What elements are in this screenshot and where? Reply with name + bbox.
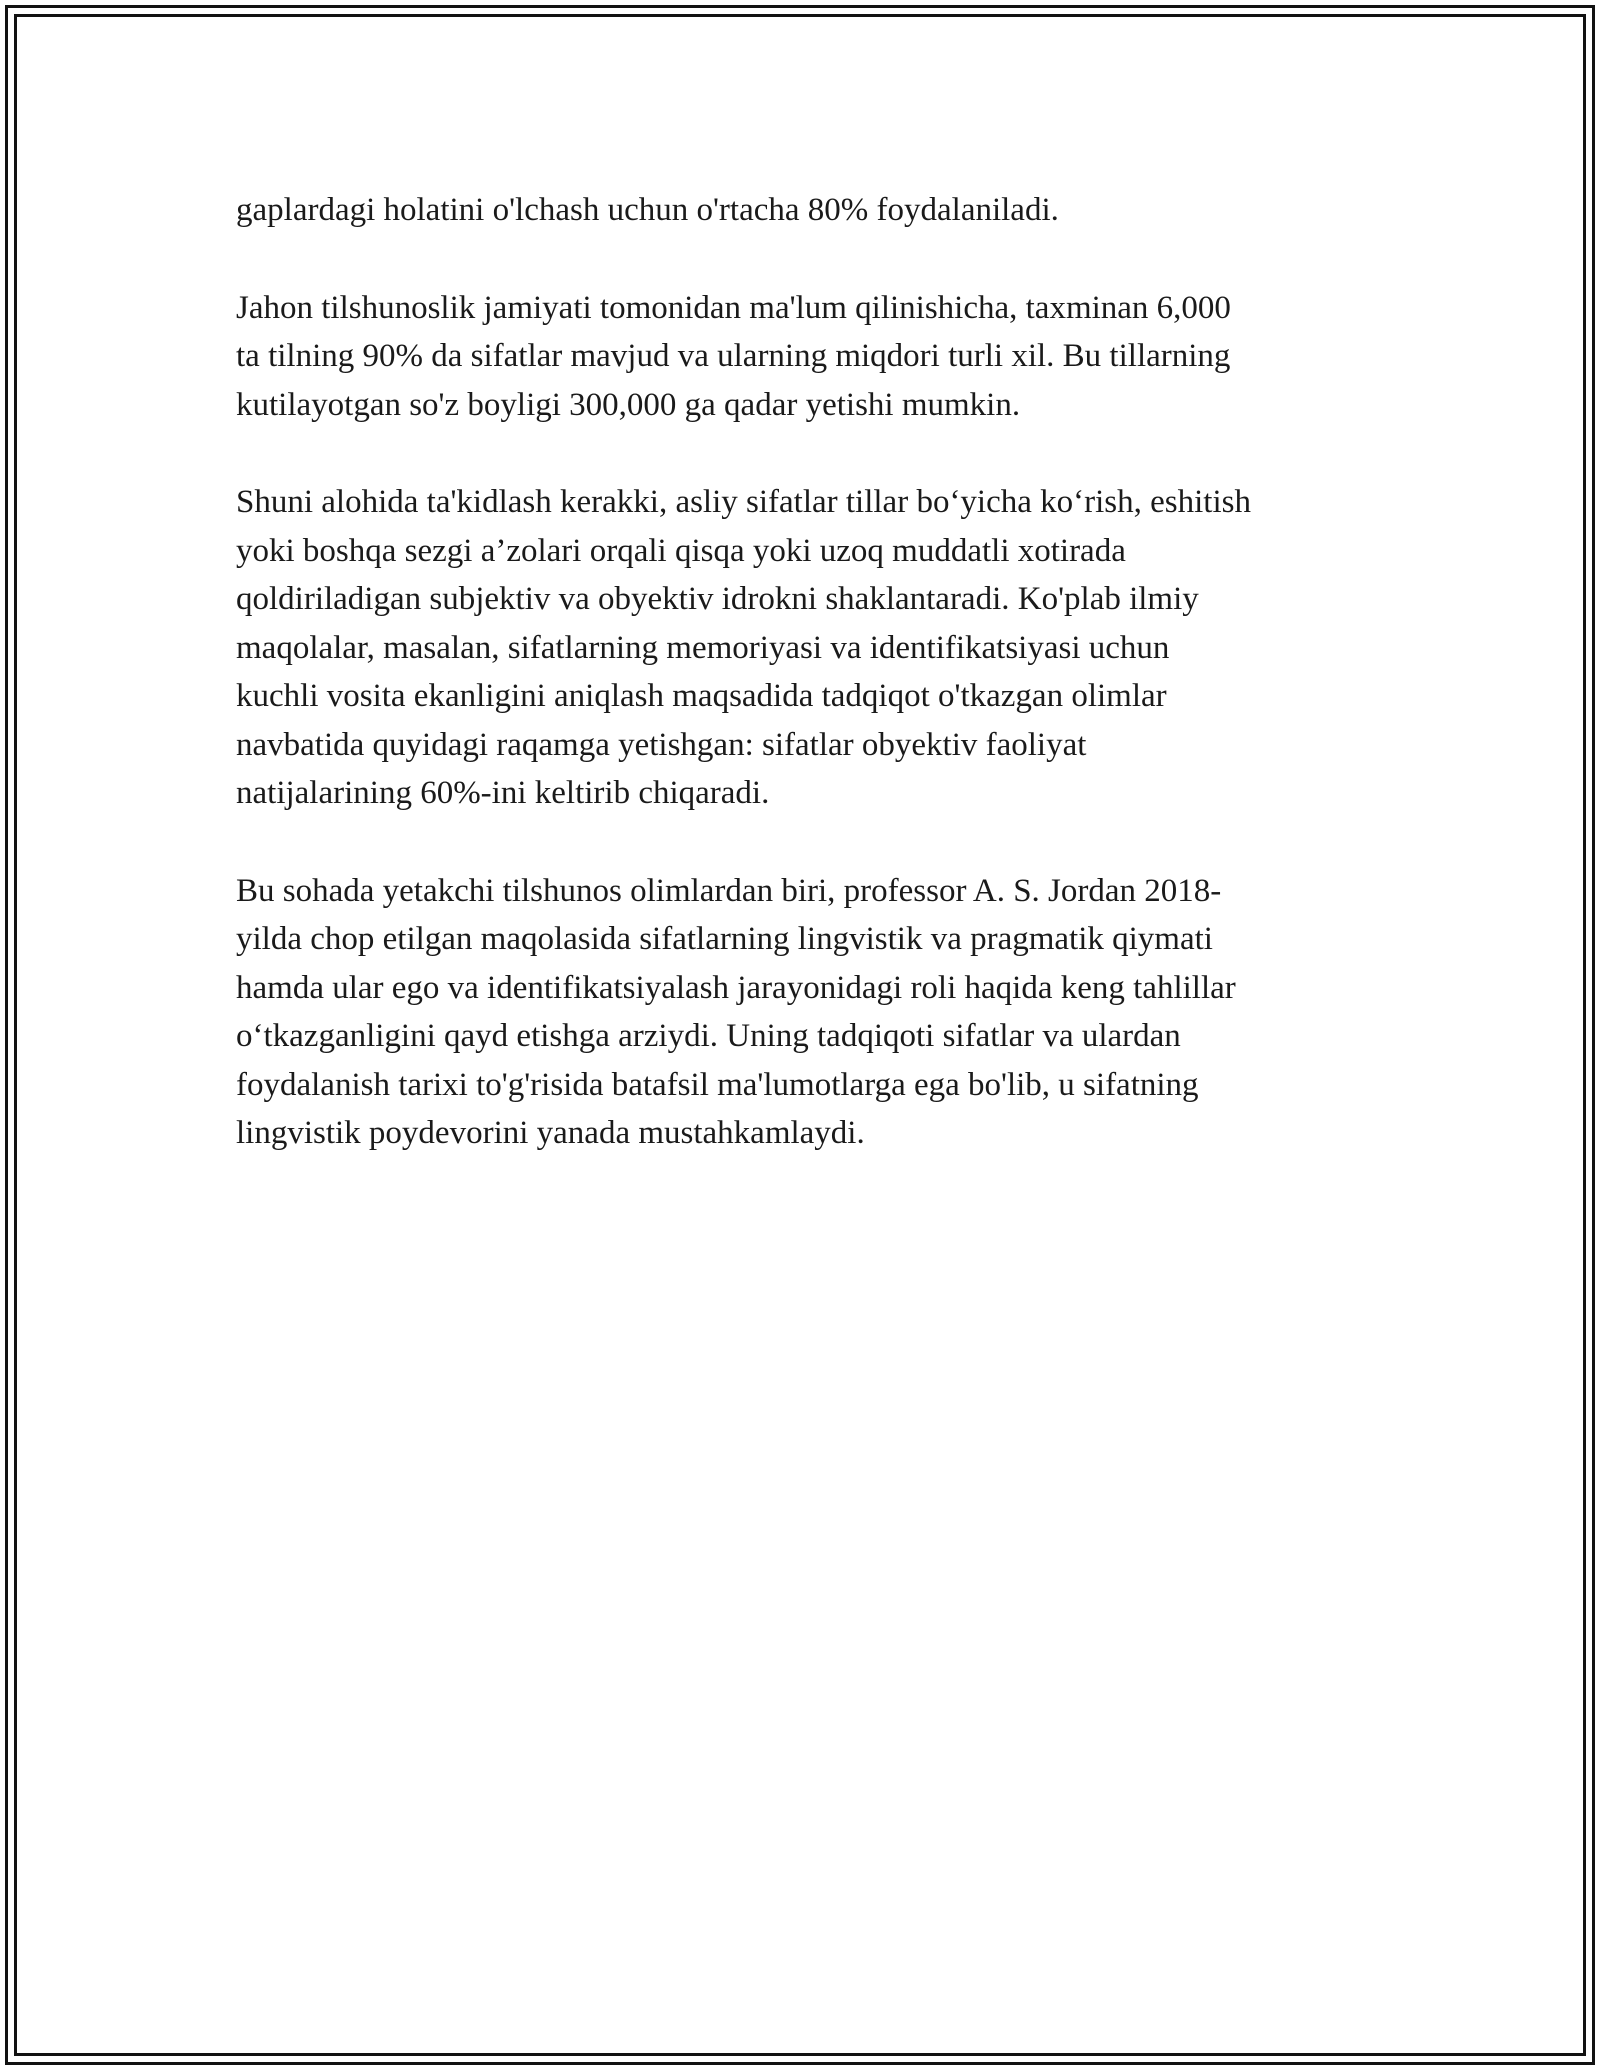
- document-body: [236, 186, 1396, 1207]
- paragraph-4: Bu sohada yetakchi tilshunos olimlardan biri, professor A. S. Jordan 2018- yilda chop etilgan maqolasida sifatlarning lingvistik va pragmatik qiymati hamda ular ego va identifikatsiyalash jarayonidagi roli haqida keng tahlillar o‘tkazganligini qayd etishga arziydi. Uning tadqiqoti sifatlar va ulardan foydalanish tarixi to'g'risida batafsil ma'lumotlarga ega bo'lib, u sifatning lingvistik poydevorini yanada mustahkamlaydi.: [236, 872, 1236, 1151]
- paragraph-1: gaplardagi holatini o'lchash uchun o'rtacha 80% foydalaniladi.: [236, 192, 1059, 228]
- paragraph-3: Shuni alohida ta'kidlash kerakki, asliy sifatlar tillar bo‘yicha ko‘rish, eshitish yoki boshqa sezgi a’zolari orqali qisqa yoki uzoq muddatli xotirada qoldiriladigan subjektiv va obyektiv idrokni shaklantaradi. Ko'plab ilmiy maqolalar, masalan, sifatlarning memoriyasi va identifikatsiyasi uchun kuchli vosita ekanligini aniqlash maqsadida tadqiqot o'tkazgan olimlar navbatida quyidagi raqamga yetishgan: sifatlar obyektiv faoliyat natijalarining 60%-ini keltirib chiqaradi.: [236, 484, 1251, 811]
- paragraph-2: Jahon tilshunoslik jamiyati tomonidan ma'lum qilinishicha, taxminan 6,000 ta tilning 90% da sifatlar mavjud va ularning miqdori turli xil. Bu tillarning kutilayotgan so'z boyligi 300,000 ga qadar yetishi mumkin.: [236, 289, 1231, 423]
